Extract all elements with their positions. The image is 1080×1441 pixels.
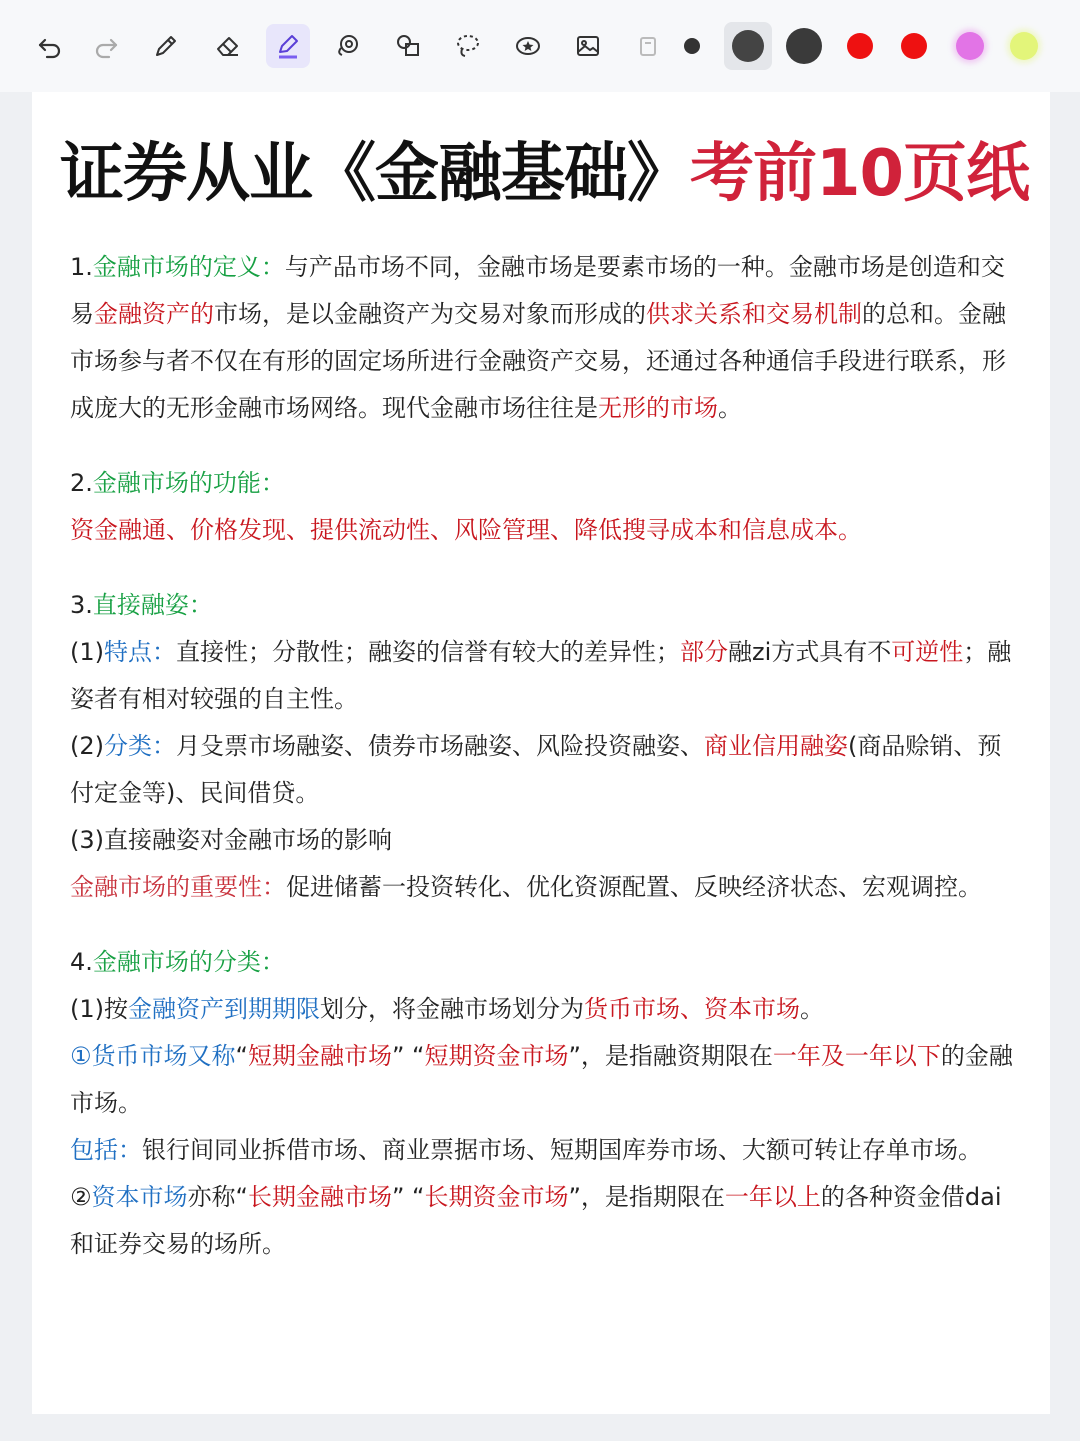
body-text: 。 [718,394,742,422]
title-main: 证券从业《金融基础》 [60,137,690,211]
body-text: ”，是指期限在 [568,1183,725,1211]
color-swatch-black-medium[interactable] [724,22,772,70]
key-term: 长期金融市场 [247,1183,392,1211]
body-text: 亦称“ [187,1183,248,1211]
color-swatch-red-2[interactable] [890,22,938,70]
section-3-classification [70,723,1020,817]
body-text: 促进储蓄一投资转化、优化资源配置、反映经济状态、宏观调控。 [286,873,982,901]
section-1-definition [70,244,1020,432]
section-heading: 金融市场的分类： [92,948,285,976]
subheading: 包括： [70,1136,142,1164]
section-2-functions-heading [70,460,1020,507]
body-text: ” “ [391,1183,425,1211]
body-text: 划分，将金融市场划分为 [320,995,584,1023]
section-2-functions-body: 资金融通、价格发现、提供流动性、风险管理、降低搜寻成本和信息成本。 [70,516,862,544]
key-term: 一年及一年以下 [772,1042,941,1070]
key-term: 一年以上 [724,1183,821,1211]
body-text: ” “ [391,1042,425,1070]
note-content [70,244,1020,1268]
pen-icon[interactable] [144,24,188,68]
shapes-icon[interactable] [386,24,430,68]
body-text: 融zi方式具有不 [728,638,892,666]
body-text: 的金融市场。 [70,1042,1013,1117]
section-heading: 直接融姿： [92,591,213,619]
sticker-icon[interactable] [506,24,550,68]
highlighter-icon[interactable] [266,24,310,68]
body-text: 的总和。金融市场参与者不仅在有形的固定场所进行金融资产交易，还通过各种通信手段进行联系，形成庞大的无形金融市场网络。现代金融市场往往是 [70,300,1006,422]
body-text: 月殳票市场融姿、债券市场融姿、风险投资融姿、 [176,732,704,760]
redo-icon[interactable] [84,24,128,68]
body-text: 直接性；分散性；融姿的信誉有较大的差异性； [176,638,680,666]
text-box-icon[interactable] [626,24,670,68]
color-swatch-black-large[interactable] [780,22,828,70]
subheading: 金融市场的重要性： [70,873,286,901]
toolbar [0,0,1080,92]
section-4-capital-market [70,1174,1020,1268]
section-4-heading [70,939,1020,986]
key-term: 商业信用融姿 [704,732,848,760]
eraser-icon[interactable] [206,24,250,68]
body-text: 与产品市场不同，金融市场是要素市场的一种。金融市场是创造和交易 [70,253,1005,328]
body-text: (1)按 [70,995,128,1023]
color-swatch-red-1[interactable] [836,22,884,70]
body-text: 。 [800,995,824,1023]
body-text: ”，是指融资期限在 [568,1042,773,1070]
key-term: 部分 [680,638,728,666]
subheading: ①货币市场又称 [70,1042,236,1070]
section-4-by-maturity [70,986,1020,1033]
shape-lasso-icon[interactable] [326,24,370,68]
section-number: 4. [70,948,93,976]
section-3-features [70,629,1020,723]
item-prefix: ② [70,1183,92,1211]
section-3-impact: (3)直接融姿对金融市场的影响 [70,826,392,854]
section-number: 3. [70,591,93,619]
body-text: “ [235,1042,248,1070]
title-highlight: 考前10页纸 [690,137,1030,211]
subheading: 资本市场 [91,1183,188,1211]
undo-icon[interactable] [28,24,72,68]
section-4-money-market [70,1033,1020,1127]
item-prefix: (2) [70,732,104,760]
body-text: 市场，是以金融资产为交易对象而形成的 [214,300,646,328]
body-text: 的各种资金借dai和证券交易的场所。 [70,1183,1002,1258]
key-term: 货币市场、资本市场 [584,995,800,1023]
image-icon[interactable] [566,24,610,68]
key-term: 金融资产的 [94,300,214,328]
section-number: 1. [70,253,93,281]
key-term: 短期资金市场 [424,1042,569,1070]
key-term: 短期金融市场 [247,1042,392,1070]
section-4-includes [70,1127,1020,1174]
note-page[interactable] [32,92,1050,1414]
key-term: 可逆性 [891,638,964,666]
body-text: 银行间同业拆借市场、商业票据市场、短期国库券市场、大额可转让存单市场。 [142,1136,982,1164]
page-title [60,134,1040,214]
color-swatch-black-small[interactable] [668,22,716,70]
subheading: 分类： [104,732,176,760]
section-3-heading [70,582,1020,629]
item-prefix: (1) [70,638,104,666]
color-swatch-yellow[interactable] [1000,22,1048,70]
key-term: 长期资金市场 [424,1183,569,1211]
key-term: 无形的市场 [598,394,718,422]
section-number: 2. [70,469,93,497]
key-term: 金融资产到期期限 [128,995,320,1023]
lasso-icon[interactable] [446,24,490,68]
section-heading: 金融市场的定义： [92,253,285,281]
key-term: 供求关系和交易机制 [646,300,862,328]
subheading: 特点： [104,638,176,666]
color-swatch-pink[interactable] [946,22,994,70]
body-text: (商品赊销、预付定金等)、民间借贷。 [70,732,1002,807]
section-heading: 金融市场的功能： [92,469,285,497]
section-3-importance [70,864,1020,911]
body-text: ；融姿者有相对较强的自主性。 [70,638,1012,713]
